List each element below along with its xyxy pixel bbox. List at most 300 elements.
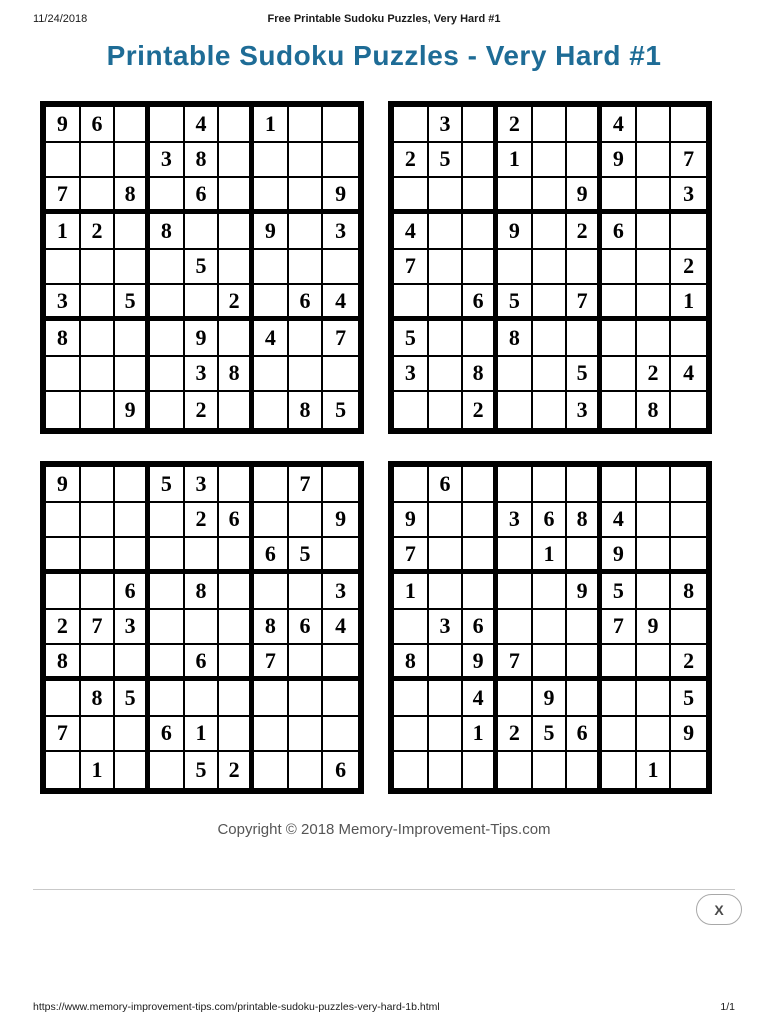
sudoku-cell: 2	[567, 214, 602, 250]
sudoku-cell: 5	[498, 285, 533, 321]
sudoku-cell: 8	[394, 645, 429, 681]
sudoku-cell: 7	[394, 250, 429, 286]
sudoku-cell	[429, 752, 464, 788]
sudoku-cell	[637, 250, 672, 286]
sudoku-cell: 8	[150, 214, 185, 250]
sudoku-cell: 3	[46, 285, 81, 321]
sudoku-cell	[567, 467, 602, 503]
sudoku-cell	[46, 392, 81, 428]
page-title: Printable Sudoku Puzzles - Very Hard #1	[106, 40, 662, 71]
sudoku-cell	[567, 752, 602, 788]
sudoku-cell	[637, 717, 672, 753]
sudoku-cell: 6	[115, 574, 150, 610]
sudoku-cell	[81, 503, 116, 539]
sudoku-cell	[533, 178, 568, 214]
sudoku-cell	[567, 321, 602, 357]
sudoku-cell: 3	[115, 610, 150, 646]
sudoku-cell: 9	[115, 392, 150, 428]
sudoku-cell	[637, 143, 672, 179]
sudoku-cell: 5	[323, 392, 358, 428]
sudoku-cell: 8	[185, 143, 220, 179]
sudoku-cell	[671, 503, 706, 539]
sudoku-cell	[637, 321, 672, 357]
sudoku-cell: 9	[394, 503, 429, 539]
sudoku-cell: 9	[637, 610, 672, 646]
sudoku-cell: 9	[602, 143, 637, 179]
sudoku-cell	[323, 645, 358, 681]
sudoku-cell	[323, 467, 358, 503]
sudoku-cell: 5	[289, 538, 324, 574]
sudoku-cell	[219, 178, 254, 214]
sudoku-cell: 2	[671, 250, 706, 286]
sudoku-cell: 1	[81, 752, 116, 788]
sudoku-cell	[323, 107, 358, 143]
sudoku-cell	[602, 178, 637, 214]
sudoku-cell	[115, 467, 150, 503]
sudoku-cell: 4	[185, 107, 220, 143]
sudoku-cell	[394, 285, 429, 321]
sudoku-cell	[429, 321, 464, 357]
sudoku-cell	[498, 357, 533, 393]
sudoku-cell: 1	[671, 285, 706, 321]
sudoku-cell	[323, 357, 358, 393]
sudoku-cell	[150, 645, 185, 681]
sudoku-cell	[185, 285, 220, 321]
sudoku-cell	[394, 610, 429, 646]
sudoku-cell: 6	[150, 717, 185, 753]
sudoku-cell	[254, 574, 289, 610]
sudoku-cell	[254, 285, 289, 321]
sudoku-cell: 4	[463, 681, 498, 717]
sudoku-cell	[533, 214, 568, 250]
sudoku-cell: 2	[46, 610, 81, 646]
sudoku-cell	[637, 285, 672, 321]
sudoku-cell	[323, 681, 358, 717]
sudoku-cell: 9	[185, 321, 220, 357]
sudoku-cell: 6	[185, 178, 220, 214]
sudoku-cell: 7	[289, 467, 324, 503]
sudoku-cell: 5	[185, 250, 220, 286]
sudoku-cell	[150, 574, 185, 610]
sudoku-cell: 1	[637, 752, 672, 788]
sudoku-cell: 8	[637, 392, 672, 428]
sudoku-cell	[115, 107, 150, 143]
sudoku-cell: 1	[254, 107, 289, 143]
sudoku-cell: 1	[498, 143, 533, 179]
sudoku-cell: 9	[46, 467, 81, 503]
sudoku-cell: 5	[115, 681, 150, 717]
sudoku-cell	[289, 645, 324, 681]
sudoku-cell	[254, 752, 289, 788]
sudoku-cell	[394, 467, 429, 503]
sudoku-cell	[429, 178, 464, 214]
sudoku-cell: 3	[671, 178, 706, 214]
sudoku-cell	[637, 681, 672, 717]
sudoku-cell	[463, 321, 498, 357]
sudoku-cell	[323, 250, 358, 286]
sudoku-cell	[602, 681, 637, 717]
sudoku-cell: 6	[254, 538, 289, 574]
sudoku-cell: 4	[602, 503, 637, 539]
sudoku-cell	[498, 538, 533, 574]
sudoku-cell: 3	[429, 610, 464, 646]
sudoku-cell	[323, 717, 358, 753]
close-button[interactable]	[696, 894, 742, 925]
sudoku-cell: 8	[115, 178, 150, 214]
sudoku-cell	[567, 610, 602, 646]
sudoku-cell: 4	[671, 357, 706, 393]
sudoku-cell	[46, 574, 81, 610]
sudoku-cell	[115, 250, 150, 286]
sudoku-cell	[498, 681, 533, 717]
sudoku-cell	[254, 250, 289, 286]
sudoku-cell	[429, 250, 464, 286]
sudoku-cell	[115, 143, 150, 179]
sudoku-cell	[394, 752, 429, 788]
sudoku-cell: 3	[185, 357, 220, 393]
sudoku-cell	[81, 143, 116, 179]
sudoku-cell: 2	[185, 392, 220, 428]
sudoku-cell	[219, 467, 254, 503]
sudoku-cell: 5	[115, 285, 150, 321]
sudoku-cell	[254, 681, 289, 717]
sudoku-cell	[429, 538, 464, 574]
sudoku-cell	[81, 321, 116, 357]
sudoku-cell: 2	[394, 143, 429, 179]
sudoku-cell	[81, 645, 116, 681]
sudoku-cell	[219, 645, 254, 681]
sudoku-cell	[463, 214, 498, 250]
sudoku-cell	[533, 467, 568, 503]
sudoku-cell	[289, 250, 324, 286]
sudoku-cell: 6	[81, 107, 116, 143]
sudoku-cell	[289, 321, 324, 357]
sudoku-cell	[637, 574, 672, 610]
sudoku-cell	[219, 717, 254, 753]
sudoku-cell	[219, 538, 254, 574]
sudoku-cell	[394, 392, 429, 428]
sudoku-cell	[637, 214, 672, 250]
sudoku-cell	[254, 503, 289, 539]
sudoku-cell	[150, 503, 185, 539]
sudoku-cell	[463, 250, 498, 286]
sudoku-cell	[150, 752, 185, 788]
sudoku-cell	[219, 610, 254, 646]
sudoku-cell	[429, 645, 464, 681]
sudoku-cell	[602, 285, 637, 321]
sudoku-cell: 8	[498, 321, 533, 357]
print-header-title: Free Printable Sudoku Puzzles, Very Hard #1	[267, 13, 501, 25]
sudoku-cell	[254, 143, 289, 179]
sudoku-cell	[429, 357, 464, 393]
sudoku-cell	[219, 107, 254, 143]
sudoku-cell	[150, 250, 185, 286]
sudoku-cell: 6	[323, 752, 358, 788]
sudoku-cell: 1	[394, 574, 429, 610]
sudoku-cell	[602, 357, 637, 393]
sudoku-cell: 3	[323, 214, 358, 250]
sudoku-cell	[185, 214, 220, 250]
sudoku-cell	[150, 178, 185, 214]
sudoku-cell	[254, 357, 289, 393]
sudoku-cell: 8	[289, 392, 324, 428]
sudoku-cell	[81, 574, 116, 610]
sudoku-cell: 6	[463, 285, 498, 321]
sudoku-cell	[602, 467, 637, 503]
sudoku-cell	[219, 143, 254, 179]
sudoku-cell	[219, 214, 254, 250]
sudoku-cell: 7	[671, 143, 706, 179]
sudoku-cell	[671, 321, 706, 357]
sudoku-grid-1	[40, 101, 364, 434]
sudoku-cell: 7	[46, 178, 81, 214]
sudoku-cell: 7	[81, 610, 116, 646]
sudoku-cell: 9	[498, 214, 533, 250]
sudoku-cell	[498, 392, 533, 428]
print-date: 11/24/2018	[33, 13, 88, 25]
sudoku-cell	[289, 503, 324, 539]
sudoku-cell	[394, 178, 429, 214]
sudoku-cell	[150, 321, 185, 357]
sudoku-cell: 8	[463, 357, 498, 393]
sudoku-cell	[429, 503, 464, 539]
sudoku-cell	[533, 321, 568, 357]
footer-divider	[33, 889, 735, 890]
sudoku-cell: 9	[46, 107, 81, 143]
sudoku-cell: 3	[323, 574, 358, 610]
sudoku-cell	[81, 717, 116, 753]
sudoku-cell	[46, 503, 81, 539]
sudoku-cell: 2	[219, 285, 254, 321]
sudoku-grid-3	[40, 461, 364, 794]
sudoku-cell	[81, 538, 116, 574]
sudoku-cell: 6	[289, 285, 324, 321]
sudoku-grid-4	[388, 461, 712, 794]
sudoku-cell	[81, 250, 116, 286]
sudoku-cell: 8	[254, 610, 289, 646]
sudoku-cell: 6	[289, 610, 324, 646]
footer-url: https://www.memory-improvement-tips.com/printable-sudoku-puzzles-very-hard-1b.html	[33, 1001, 440, 1013]
sudoku-cell	[429, 717, 464, 753]
sudoku-cell	[533, 752, 568, 788]
sudoku-cell: 7	[394, 538, 429, 574]
sudoku-cell: 3	[185, 467, 220, 503]
sudoku-cell: 4	[602, 107, 637, 143]
sudoku-cell	[289, 107, 324, 143]
sudoku-cell: 9	[463, 645, 498, 681]
sudoku-cell	[150, 107, 185, 143]
sudoku-cell	[289, 717, 324, 753]
sudoku-cell: 9	[254, 214, 289, 250]
sudoku-cell	[463, 752, 498, 788]
sudoku-cell: 3	[429, 107, 464, 143]
sudoku-cell	[46, 357, 81, 393]
sudoku-cell	[463, 107, 498, 143]
sudoku-cell: 8	[671, 574, 706, 610]
sudoku-cell	[602, 321, 637, 357]
sudoku-cell	[671, 467, 706, 503]
sudoku-cell	[219, 321, 254, 357]
sudoku-cell	[602, 717, 637, 753]
sudoku-cell	[394, 717, 429, 753]
sudoku-cell: 1	[46, 214, 81, 250]
sudoku-cell: 1	[533, 538, 568, 574]
sudoku-cell: 8	[81, 681, 116, 717]
sudoku-cell: 8	[46, 321, 81, 357]
sudoku-cell: 3	[150, 143, 185, 179]
sudoku-cell: 6	[567, 717, 602, 753]
sudoku-cell	[394, 107, 429, 143]
sudoku-cell	[533, 645, 568, 681]
sudoku-cell	[463, 538, 498, 574]
sudoku-cell	[150, 357, 185, 393]
sudoku-cell	[46, 538, 81, 574]
sudoku-cell: 2	[498, 107, 533, 143]
sudoku-cell	[463, 178, 498, 214]
sudoku-cell	[637, 503, 672, 539]
copyright-text: Copyright © 2018 Memory-Improvement-Tips.com	[217, 821, 551, 838]
sudoku-cell	[219, 574, 254, 610]
sudoku-cell	[115, 752, 150, 788]
sudoku-cell: 5	[567, 357, 602, 393]
sudoku-cell: 1	[185, 717, 220, 753]
sudoku-cell	[150, 610, 185, 646]
sudoku-cell	[498, 178, 533, 214]
sudoku-cell	[498, 250, 533, 286]
sudoku-cell	[150, 538, 185, 574]
sudoku-cell	[289, 357, 324, 393]
sudoku-cell: 9	[671, 717, 706, 753]
sudoku-cell	[671, 752, 706, 788]
sudoku-cell	[533, 143, 568, 179]
sudoku-cell: 9	[567, 574, 602, 610]
sudoku-cell	[219, 681, 254, 717]
sudoku-cell	[429, 392, 464, 428]
sudoku-cell: 2	[671, 645, 706, 681]
sudoku-cell: 6	[463, 610, 498, 646]
sudoku-cell: 6	[533, 503, 568, 539]
sudoku-cell: 3	[498, 503, 533, 539]
sudoku-cell: 5	[671, 681, 706, 717]
sudoku-cell	[567, 681, 602, 717]
sudoku-cell	[498, 574, 533, 610]
sudoku-cell: 1	[463, 717, 498, 753]
sudoku-cell	[150, 681, 185, 717]
sudoku-cell: 4	[394, 214, 429, 250]
sudoku-cell	[498, 752, 533, 788]
sudoku-cell: 5	[150, 467, 185, 503]
sudoku-cell	[567, 107, 602, 143]
sudoku-cell	[463, 574, 498, 610]
sudoku-cell	[637, 645, 672, 681]
sudoku-cell: 2	[81, 214, 116, 250]
sudoku-cell: 5	[185, 752, 220, 788]
sudoku-cell: 3	[394, 357, 429, 393]
sudoku-cell	[498, 610, 533, 646]
sudoku-cell	[323, 538, 358, 574]
sudoku-cell	[185, 538, 220, 574]
sudoku-cell	[254, 392, 289, 428]
sudoku-cell	[81, 285, 116, 321]
sudoku-cell	[219, 250, 254, 286]
sudoku-cell: 8	[46, 645, 81, 681]
sudoku-cell	[185, 610, 220, 646]
sudoku-cell	[150, 392, 185, 428]
sudoku-cell	[81, 467, 116, 503]
sudoku-cell: 8	[567, 503, 602, 539]
sudoku-cell: 7	[498, 645, 533, 681]
sudoku-cell: 3	[567, 392, 602, 428]
sudoku-cell	[637, 538, 672, 574]
sudoku-cell: 7	[602, 610, 637, 646]
sudoku-cell	[533, 107, 568, 143]
sudoku-cell	[115, 645, 150, 681]
sudoku-cell: 5	[602, 574, 637, 610]
sudoku-cell	[602, 752, 637, 788]
sudoku-cell	[533, 392, 568, 428]
sudoku-cell	[289, 214, 324, 250]
sudoku-cell	[115, 503, 150, 539]
sudoku-cell	[115, 321, 150, 357]
sudoku-cell	[219, 392, 254, 428]
sudoku-cell: 6	[429, 467, 464, 503]
sudoku-cell	[254, 467, 289, 503]
sudoku-cell: 6	[602, 214, 637, 250]
sudoku-cell	[81, 357, 116, 393]
sudoku-cell	[150, 285, 185, 321]
sudoku-cell: 2	[463, 392, 498, 428]
sudoku-cell	[637, 178, 672, 214]
sudoku-cell	[289, 574, 324, 610]
sudoku-cell	[671, 538, 706, 574]
sudoku-cell	[254, 717, 289, 753]
sudoku-cell	[429, 214, 464, 250]
sudoku-cell: 4	[254, 321, 289, 357]
sudoku-cell: 8	[219, 357, 254, 393]
sudoku-cell: 7	[254, 645, 289, 681]
sudoku-cell: 2	[498, 717, 533, 753]
sudoku-cell	[289, 143, 324, 179]
sudoku-cell: 5	[429, 143, 464, 179]
sudoku-cell: 9	[323, 503, 358, 539]
sudoku-cell	[115, 538, 150, 574]
sudoku-cell: 9	[602, 538, 637, 574]
sudoku-cell	[463, 143, 498, 179]
sudoku-cell: 6	[219, 503, 254, 539]
sudoku-cell	[637, 107, 672, 143]
sudoku-cell: 8	[185, 574, 220, 610]
sudoku-cell: 5	[394, 321, 429, 357]
sudoku-cell: 7	[46, 717, 81, 753]
sudoku-cell	[671, 107, 706, 143]
sudoku-cell: 7	[567, 285, 602, 321]
sudoku-cell: 7	[323, 321, 358, 357]
sudoku-cell: 2	[185, 503, 220, 539]
sudoku-cell: 4	[323, 610, 358, 646]
sudoku-cell: 2	[219, 752, 254, 788]
sudoku-cell: 2	[637, 357, 672, 393]
sudoku-cell	[567, 250, 602, 286]
page-indicator: 1/1	[720, 1001, 735, 1013]
sudoku-cell	[81, 392, 116, 428]
sudoku-cell	[602, 392, 637, 428]
sudoku-cell	[46, 250, 81, 286]
sudoku-cell	[289, 178, 324, 214]
close-icon: X	[714, 901, 724, 918]
sudoku-cell	[46, 143, 81, 179]
sudoku-cell	[463, 503, 498, 539]
sudoku-cell	[567, 645, 602, 681]
